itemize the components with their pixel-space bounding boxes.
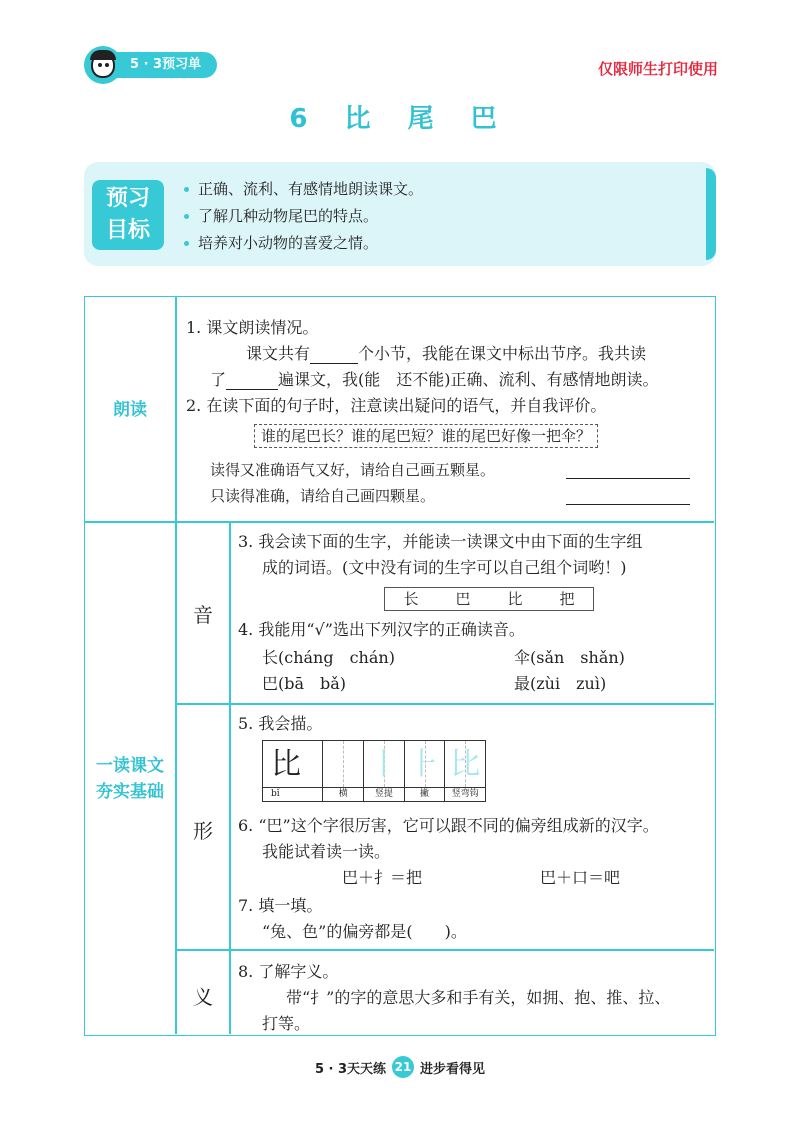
eval2-line[interactable] xyxy=(566,504,690,505)
divider xyxy=(175,949,714,951)
blank-section-count[interactable] xyxy=(310,346,358,364)
q7-line[interactable]: “兔、色”的偏旁都是( )。 xyxy=(262,922,467,941)
eval1-line[interactable] xyxy=(566,478,690,479)
goal-item: 正确、流利、有感情地朗读课文。 xyxy=(182,176,423,203)
stroke-tracing-grid xyxy=(262,740,486,802)
stroke-name: 竖弯钩 xyxy=(445,787,485,801)
q6-equation: 巴＋扌＝把 xyxy=(342,868,423,887)
new-char: 比 xyxy=(507,590,523,608)
q6-line1: 6. “巴”这个字很厉害，它可以跟不同的偏旁组成新的汉字。 xyxy=(238,816,659,835)
q1-title: 1. 课文朗读情况。 xyxy=(186,318,319,337)
section-label-line2: 夯实基础 xyxy=(96,782,164,802)
pinyin-choice[interactable]: 最(zùi zuì) xyxy=(514,674,607,693)
new-char: 长 xyxy=(403,590,419,608)
q7-title: 7. 填一填。 xyxy=(238,896,323,915)
goals-label xyxy=(92,180,164,250)
grid-cell-model xyxy=(263,741,323,801)
q6-line2: 我能试着读一读。 xyxy=(262,842,391,861)
cartoon-face-icon xyxy=(84,46,122,84)
stroke-name: 撇 xyxy=(405,787,445,801)
divider xyxy=(175,297,177,1034)
section-label-basics xyxy=(85,753,175,805)
q1-line1 xyxy=(246,344,646,364)
q6-equation: 巴＋口＝吧 xyxy=(540,868,621,887)
section-label-reading: 朗读 xyxy=(113,400,147,420)
new-chars-box xyxy=(384,587,594,611)
goals-label-line1: 预习 xyxy=(105,186,150,211)
pinyin-choice[interactable]: 巴(bā bǎ) xyxy=(262,674,347,693)
trace-glyph: 比 xyxy=(450,747,481,782)
divider xyxy=(85,521,714,523)
new-char: 把 xyxy=(559,590,575,608)
model-pinyin: bǐ xyxy=(263,787,322,801)
series-badge-text: 5 · 3预习单 xyxy=(108,52,217,78)
pinyin-choice[interactable]: 长(cháng chán) xyxy=(262,648,395,667)
q8-title: 8. 了解字义。 xyxy=(238,962,339,981)
q1-line2-a: 了 xyxy=(210,370,227,389)
q3-line1: 3. 我会读下面的生字，并能读一读课文中由下面的生字组 xyxy=(238,532,643,551)
footer-series: 5 · 3天天练 xyxy=(314,1061,387,1077)
sub-label-shape: 形 xyxy=(193,819,213,843)
pinyin-choice[interactable]: 伞(sǎn shǎn) xyxy=(514,648,625,667)
footer-slogan: 进步看得见 xyxy=(420,1061,486,1077)
grid-cell-stroke[interactable] xyxy=(405,741,446,801)
header-badge xyxy=(84,46,217,84)
new-char: 巴 xyxy=(455,590,471,608)
print-notice: 仅限师生打印使用 xyxy=(597,60,718,78)
model-char: 比 xyxy=(271,747,301,782)
goals-side-tab xyxy=(706,168,716,260)
section-label-line1: 一读课文 xyxy=(96,756,164,776)
trace-glyph: ⺊ xyxy=(409,747,440,782)
grid-cell-stroke[interactable] xyxy=(323,741,364,801)
q2-eval1: 读得又准确语气又好，请给自己画五颗星。 xyxy=(210,461,496,479)
q3-line2: 成的词语。(文中没有词的生字可以自己组个词哟！) xyxy=(262,558,627,577)
q2-title: 2. 在读下面的句子时，注意读出疑问的语气，并自我评价。 xyxy=(186,396,607,415)
page-number: 21 xyxy=(392,1056,414,1078)
q8-line1: 带“扌”的字的意思大多和手有关，如拥、抱、推、拉、 xyxy=(286,988,671,1007)
goal-item: 培养对小动物的喜爱之情。 xyxy=(182,230,423,257)
goals-label-line2: 目标 xyxy=(105,218,150,243)
sub-label-meaning: 义 xyxy=(193,985,213,1009)
stroke-name: 竖提 xyxy=(364,787,404,801)
sub-label-sound: 音 xyxy=(193,603,213,627)
grid-cell-stroke[interactable] xyxy=(445,741,485,801)
q1-line2 xyxy=(210,370,659,390)
q2-sentence-box: 谁的尾巴长？谁的尾巴短？谁的尾巴好像一把伞？ xyxy=(254,424,598,448)
blank-read-times[interactable] xyxy=(226,372,278,390)
q5-title: 5. 我会描。 xyxy=(238,714,323,733)
stroke-name: 横 xyxy=(323,787,363,801)
q8-line2: 打等。 xyxy=(262,1014,311,1033)
q1-line1-a: 课文共有 xyxy=(246,344,311,363)
goals-list xyxy=(182,176,423,257)
divider xyxy=(229,521,231,1034)
preview-goals-box xyxy=(84,162,716,266)
page-footer xyxy=(0,1056,800,1078)
q2-eval2: 只读得准确，请给自己画四颗星。 xyxy=(210,487,436,505)
q4-title: 4. 我能用“√”选出下列汉字的正确读音。 xyxy=(238,620,525,639)
divider xyxy=(175,703,714,705)
grid-cell-stroke[interactable] xyxy=(364,741,405,801)
trace-glyph: 丨 xyxy=(368,747,399,782)
lesson-title: 6 比 尾 巴 xyxy=(289,104,511,134)
goal-item: 了解几种动物尾巴的特点。 xyxy=(182,203,423,230)
q1-line1-b: 个小节，我能在课文中标出节序。我共读 xyxy=(358,344,647,363)
q1-line2-b: 遍课文，我(能 还不能)正确、流利、有感情地朗读。 xyxy=(278,370,659,389)
